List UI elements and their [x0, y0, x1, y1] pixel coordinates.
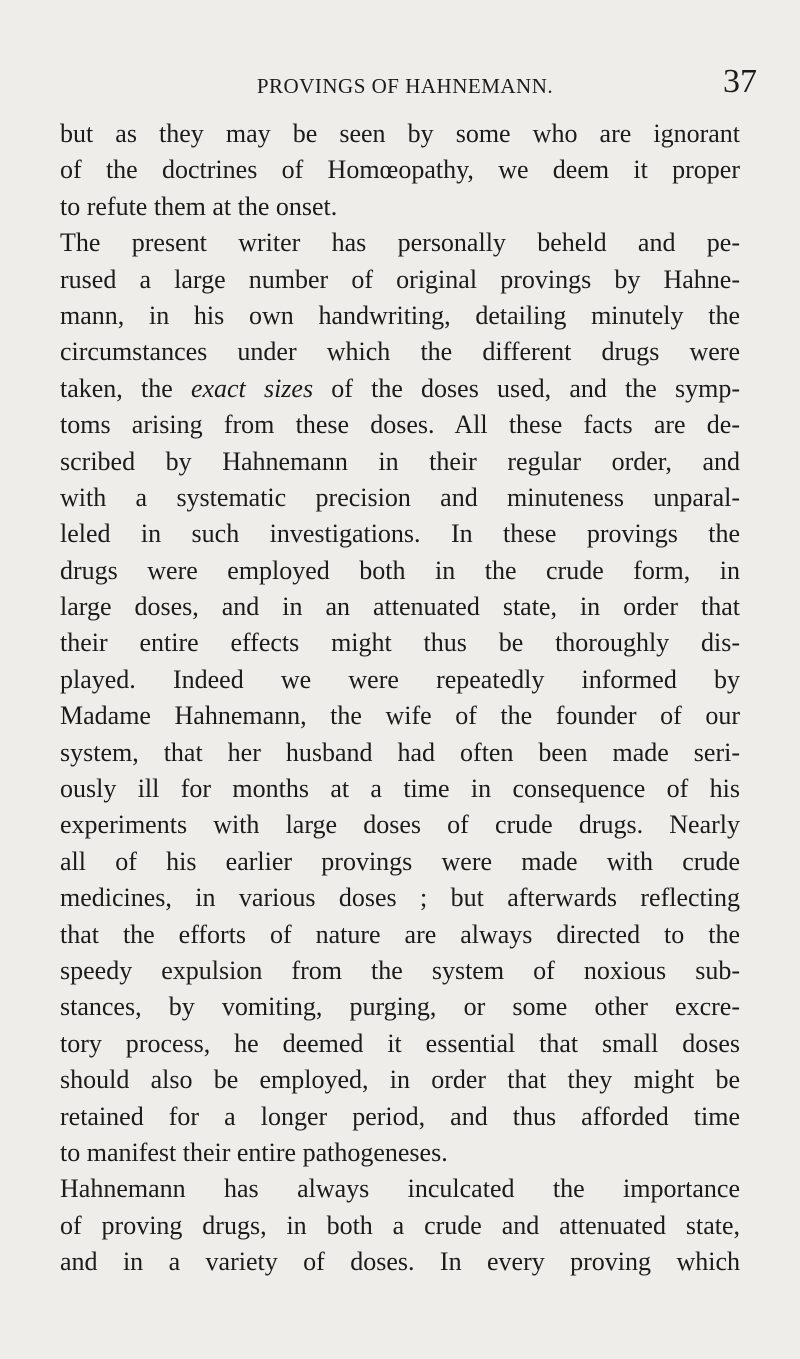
body-text [60, 116, 740, 1281]
text-line: experiments with large doses of crude drugs. Nearly [60, 810, 740, 840]
text-line: that the efforts of nature are always directed to the [60, 919, 740, 949]
text-line: leled in such investigations. In these provings the [60, 519, 740, 549]
text-line: mann, in his own handwriting, detailing minutely the [60, 300, 740, 330]
text-line: toms arising from these doses. All these facts are de- [60, 410, 740, 440]
text-line: Hahnemann has always inculcated the importance [60, 1174, 740, 1204]
text-line: but as they may be seen by some who are ignorant [60, 119, 740, 148]
page-number: 37 [723, 63, 757, 100]
text-line: circumstances under which the different drugs were [60, 337, 740, 367]
text-line-segment: taken, the [60, 373, 191, 403]
text-line: to manifest their entire pathogeneses. [60, 1137, 448, 1167]
text-line: medicines, in various doses ; but afterwards reflecting [60, 883, 740, 913]
text-line: with a systematic precision and minuteness unparal- [60, 482, 740, 512]
text-line: scribed by Hahnemann in their regular order, and [60, 446, 740, 476]
text-line: retained for a longer period, and thus afforded time [60, 1101, 740, 1131]
text-line: all of his earlier provings were made with crude [60, 846, 740, 876]
text-line-segment: of the doses used, and the symp- [313, 373, 740, 403]
text-line: stances, by vomiting, purging, or some other excre- [60, 992, 740, 1022]
text-line: system, that her husband had often been made seri- [60, 737, 740, 767]
text-line: Madame Hahnemann, the wife of the founder of our [60, 701, 740, 731]
text-line: rused a large number of original provings by Hahne- [60, 264, 740, 294]
text-line: large doses, and in an attenuated state, in order that [60, 592, 740, 622]
running-head [0, 63, 800, 106]
running-title: PROVINGS OF HAHNEMANN. [256, 74, 554, 98]
text-line: drugs were employed both in the crude form, in [60, 555, 740, 585]
text-line [60, 371, 740, 407]
text-line: The present writer has personally beheld and pe- [60, 228, 740, 258]
text-line: should also be employed, in order that they might be [60, 1065, 740, 1095]
text-line: played. Indeed we were repeatedly informed by [60, 664, 740, 694]
emphasized-phrase: exact sizes [190, 373, 314, 403]
text-line: of proving drugs, in both a crude and attenuated state, [60, 1210, 740, 1240]
text-line: of the doctrines of Homœopathy, we deem it proper [60, 155, 740, 185]
text-line: their entire effects might thus be thoroughly dis- [60, 628, 740, 658]
text-line: and in a variety of doses. In every proving which [60, 1247, 740, 1277]
text-line: to refute them at the onset. [60, 191, 338, 221]
text-line: tory process, he deemed it essential that small doses [60, 1028, 740, 1058]
text-line: ously ill for months at a time in consequence of his [60, 774, 740, 804]
text-line: speedy expulsion from the system of noxious sub- [60, 955, 740, 985]
